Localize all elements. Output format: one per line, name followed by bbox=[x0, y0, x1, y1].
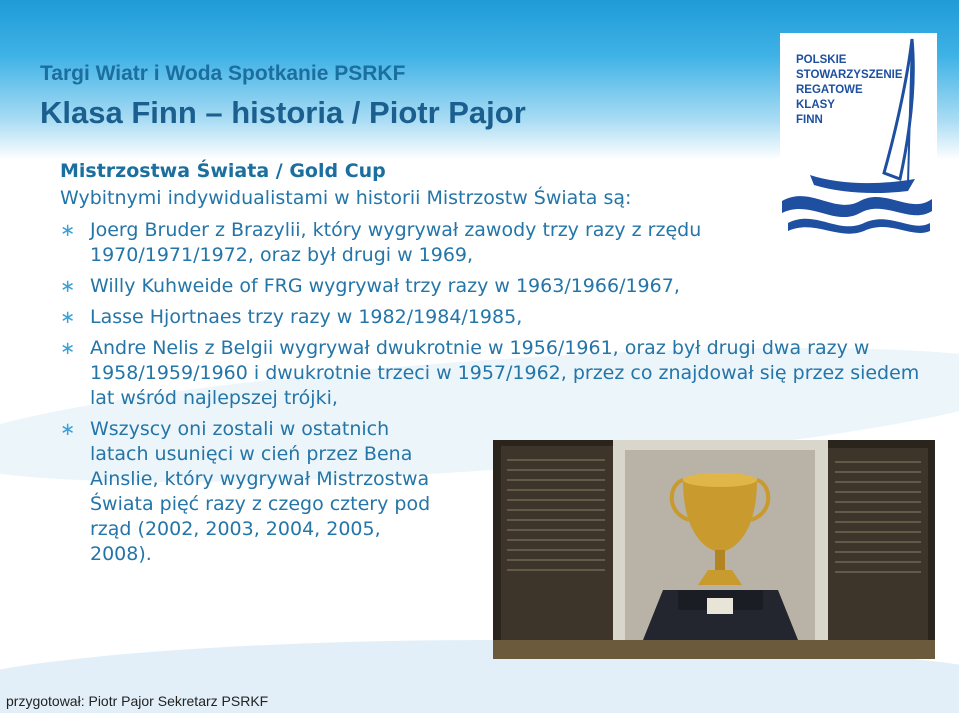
footer-credit: przygotował: Piotr Pajor Sekretarz PSRKF bbox=[6, 693, 269, 709]
section-heading: Mistrzostwa Świata / Gold Cup bbox=[60, 160, 386, 182]
bullet-star-icon: ∗ bbox=[60, 276, 76, 297]
bullet-item bbox=[60, 218, 780, 268]
logo-text bbox=[796, 53, 903, 128]
bullet-star-icon: ∗ bbox=[60, 419, 76, 440]
bullet-star-icon: ∗ bbox=[60, 307, 76, 328]
bullet-text: Joerg Bruder z Brazylii, który wygrywał zawody trzy razy z rzędu 1970/1971/1972, oraz był drugi w 1969, bbox=[90, 219, 702, 266]
slide-title: Klasa Finn – historia / Piotr Pajor bbox=[40, 95, 526, 130]
logo-line: STOWARZYSZENIE bbox=[796, 69, 903, 81]
logo-line: POLSKIE bbox=[796, 54, 847, 66]
bullet-text: Wszyscy oni zostali w ostatnich latach usunięci w cień przez Bena Ainslie, który wygrywał Mistrzostwa Świata pięć razy z czego cztery pod rząd (2002, 2003, 2004, 2005, 2008). bbox=[90, 418, 431, 565]
slide-subtitle: Targi Wiatr i Woda Spotkanie PSRKF bbox=[40, 62, 406, 85]
bullet-item bbox=[60, 305, 930, 330]
bullet-item bbox=[60, 336, 940, 411]
gold-cup-trophy-photo bbox=[493, 440, 935, 659]
logo-line: KLASY bbox=[796, 99, 835, 111]
bullet-star-icon: ∗ bbox=[60, 220, 76, 241]
bullet-item bbox=[60, 274, 930, 299]
bullet-text: Willy Kuhweide of FRG wygrywał trzy razy w 1963/1966/1967, bbox=[90, 275, 680, 297]
bullet-item bbox=[60, 417, 445, 567]
bullet-text: Lasse Hjortnaes trzy razy w 1982/1984/1985, bbox=[90, 306, 523, 328]
bullet-text: Andre Nelis z Belgii wygrywał dwukrotnie w 1956/1961, oraz był drugi dwa razy w 1958/1959/1960 i dwukrotnie trzeci w 1957/1962, przez co znajdował się przez siedem lat wśród najlepszej trójki, bbox=[90, 337, 920, 409]
trophy-icon bbox=[493, 440, 935, 659]
bullet-star-icon: ∗ bbox=[60, 338, 76, 359]
intro-text: Wybitnymi indywidualistami w historii Mistrzostw Świata są: bbox=[60, 187, 632, 209]
logo-line: REGATOWE bbox=[796, 84, 863, 96]
logo-line: FINN bbox=[796, 114, 823, 126]
